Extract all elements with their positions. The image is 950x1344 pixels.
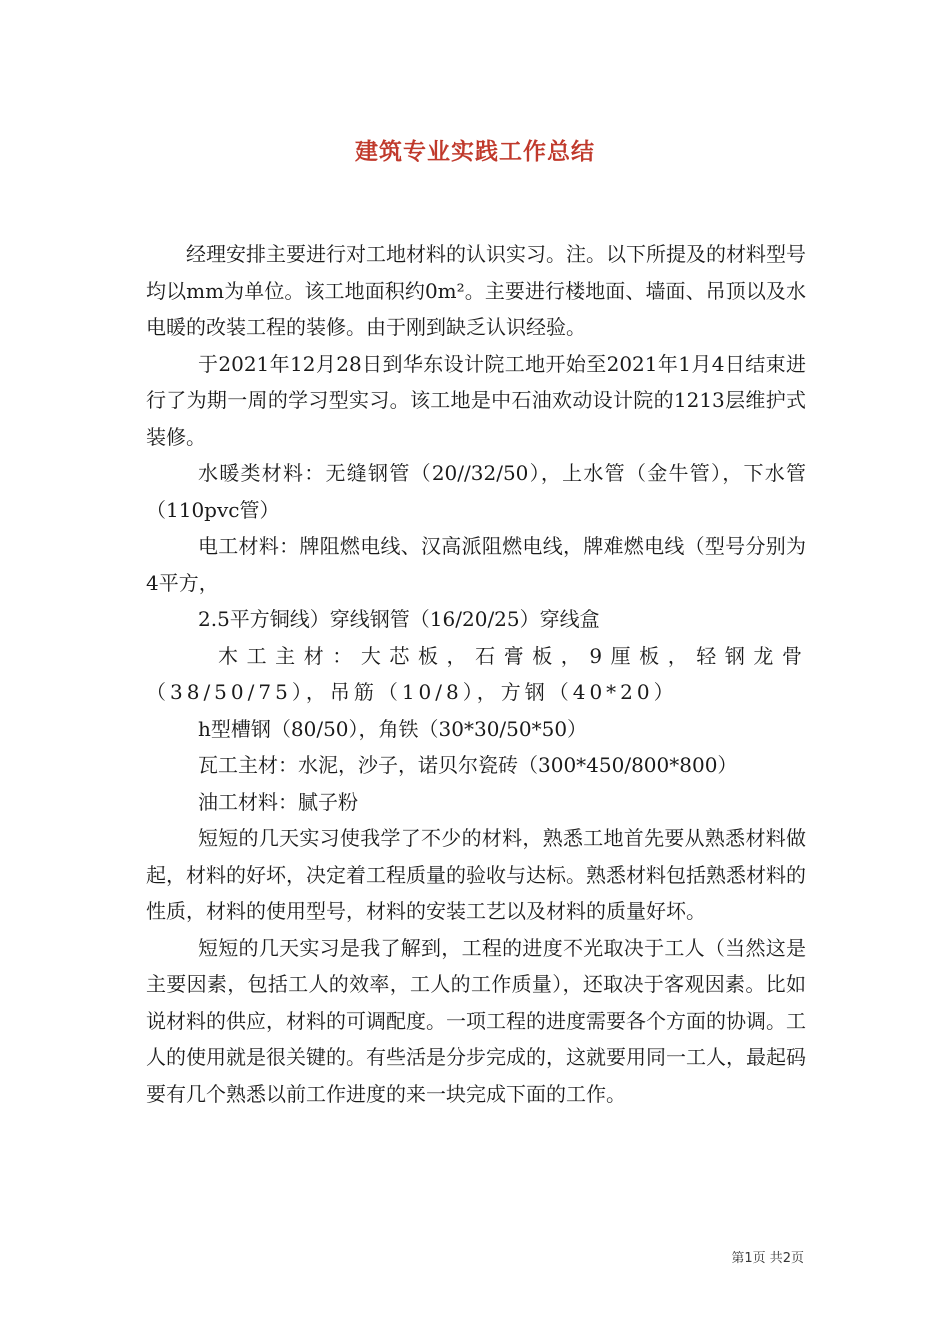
paragraph: 水暖类材料：无缝钢管（20//32/50），上水管（金牛管），下水管（110pvc管）: [146, 461, 806, 522]
page-number: 第1页 共2页: [731, 1251, 804, 1266]
paragraph: 木工主材：大芯板，石膏板，9厘板，轻钢龙骨（38/50/75），吊筋（10/8），方钢（40*20）: [146, 643, 806, 704]
paragraph: 油工材料：腻子粉: [198, 789, 358, 814]
paragraph: h型槽钢（80/50），角铁（30*30/50*50）: [198, 716, 588, 741]
paragraph: 电工材料：牌阻燃电线、汉高派阻燃电线，牌难燃电线（型号分别为4平方，: [146, 534, 806, 595]
paragraph: 短短的几天实习使我学了不少的材料，熟悉工地首先要从熟悉材料做起，材料的好坏，决定着工程质量的验收与达标。熟悉材料包括熟悉材料的性质，材料的使用型号，材料的安装工艺以及材料的质量好坏。: [146, 826, 806, 923]
paragraph: 于2021年12月28日到华东设计院工地开始至2021年1月4日结束进行了为期一周的学习型实习。该工地是中石油欢动设计院的1213层维护式装修。: [146, 351, 806, 449]
paragraph: 经理安排主要进行对工地材料的认识实习。注。以下所提及的材料型号均以mm为单位。该工地面积约0m²。主要进行楼地面、墙面、吊顶以及水电暖的改装工程的装修。由于刚到缺乏认识经验。: [146, 242, 806, 339]
page-title: 建筑专业实践工作总结: [355, 139, 595, 165]
document-body: [146, 236, 806, 1112]
paragraph: 2.5平方铜线）穿线钢管（16/20/25）穿线盒: [198, 607, 600, 631]
paragraph: 短短的几天实习是我了解到，工程的进度不光取决于工人（当然这是主要因素，包括工人的效率，工人的工作质量），还取决于客观因素。比如说材料的供应，材料的可调配度。一项工程的进度需要各个方面的协调。工人的使用就是很关键的。有些活是分步完成的，这就要用同一工人，最起码要有几个熟悉以前工作进度的来一块完成下面的工作。: [146, 935, 806, 1106]
paragraph: 瓦工主材：水泥，沙子，诺贝尔瓷砖（300*450/800*800）: [198, 753, 738, 777]
